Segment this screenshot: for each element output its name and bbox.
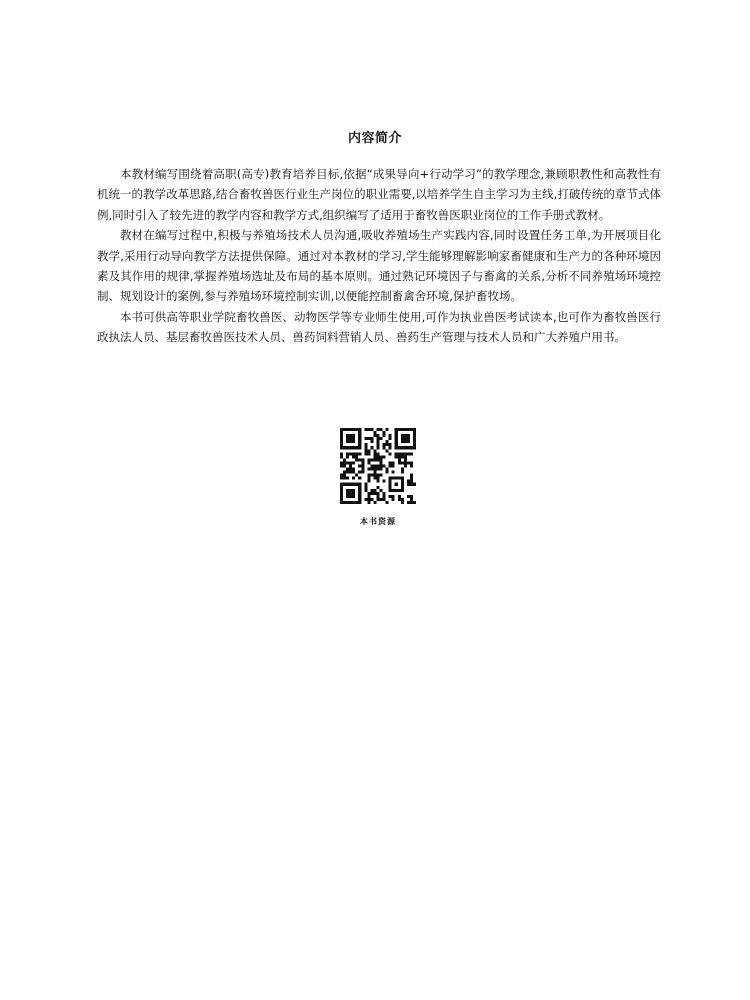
qr-module [407, 461, 410, 464]
qr-module [398, 458, 401, 461]
qr-module [340, 452, 343, 455]
qr-module [380, 461, 383, 464]
qr-module [349, 471, 352, 474]
qr-module [376, 477, 379, 480]
qr-module [376, 455, 379, 458]
qr-module [364, 486, 367, 489]
qr-module [401, 461, 404, 464]
qr-module [373, 434, 376, 437]
qr-module [373, 489, 376, 492]
qr-module [380, 464, 383, 467]
qr-module [376, 437, 379, 440]
qr-module [410, 461, 413, 464]
qr-module [343, 477, 346, 480]
qr-module [340, 464, 343, 467]
qr-module [380, 474, 383, 477]
qr-module [364, 452, 367, 455]
qr-module [373, 458, 376, 461]
qr-module [352, 477, 355, 480]
qr-module [373, 474, 376, 477]
qr-module [367, 495, 370, 498]
qr-module [386, 501, 389, 504]
qr-module [383, 431, 386, 434]
qr-module [376, 492, 379, 495]
qr-module [373, 492, 376, 495]
qr-module [392, 461, 395, 464]
qr-module [370, 468, 373, 471]
qr-module [370, 489, 373, 492]
qr-module [367, 492, 370, 495]
qr-module [361, 464, 364, 467]
qr-module [389, 461, 392, 464]
qr-module [373, 501, 376, 504]
qr-module [392, 471, 395, 474]
qr-module [410, 452, 413, 455]
qr-module [370, 428, 373, 431]
qr-module [410, 477, 413, 480]
qr-module [364, 483, 367, 486]
qr-module [346, 468, 349, 471]
qr-timing [376, 446, 379, 449]
qr-module [407, 495, 410, 498]
qr-code-graphic [340, 428, 416, 504]
synopsis-body [97, 164, 661, 348]
qr-module [373, 477, 376, 480]
qr-module [349, 468, 352, 471]
qr-module [404, 464, 407, 467]
qr-module [410, 480, 413, 483]
qr-timing [358, 452, 361, 455]
qr-module [373, 464, 376, 467]
qr-module [398, 455, 401, 458]
qr-module [343, 458, 346, 461]
qr-module [376, 468, 379, 471]
qr-timing [358, 464, 361, 467]
qr-module [376, 464, 379, 467]
qr-module [367, 458, 370, 461]
qr-module [349, 464, 352, 467]
qr-module [373, 471, 376, 474]
qr-module [361, 458, 364, 461]
qr-module [380, 455, 383, 458]
qr-code-icon[interactable] [340, 428, 416, 504]
qr-module [383, 455, 386, 458]
qr-module [376, 495, 379, 498]
qr-module [370, 440, 373, 443]
qr-module [380, 458, 383, 461]
qr-module [364, 437, 367, 440]
qr-module [410, 495, 413, 498]
qr-module [376, 428, 379, 431]
qr-module [386, 440, 389, 443]
qr-module [370, 492, 373, 495]
qr-module [367, 452, 370, 455]
qr-module [367, 498, 370, 501]
qr-module [349, 452, 352, 455]
qr-module [367, 468, 370, 471]
qr-module [376, 458, 379, 461]
qr-module [376, 474, 379, 477]
qr-module [401, 501, 404, 504]
qr-module [355, 458, 358, 461]
qr-align-core [395, 483, 398, 486]
qr-module [383, 492, 386, 495]
qr-module [386, 471, 389, 474]
qr-module [346, 471, 349, 474]
qr-module [392, 495, 395, 498]
qr-module [401, 452, 404, 455]
qr-module [380, 498, 383, 501]
qr-caption: 本书资源 [360, 517, 396, 526]
qr-module [361, 468, 364, 471]
qr-module [380, 468, 383, 471]
qr-module [349, 461, 352, 464]
paragraph-2: 教材在编写过程中,积极与养殖场技术人员沟通,吸收养殖场生产实践内容,同时设置任务工单,为开展项目化教学,采用行动导向教学方法提供保障。通过对本教材的学习,学生能够理解影响家畜健康和生产力的各种环境因素及其作用的规律,掌握养殖场选址及布局的基本原则。通过熟记环境因子与畜禽的关系,分析不同养殖场环境控制、规划设计的案例,参与养殖场环境控制实训,以便能控制畜禽舍环境,保护畜牧场。 [97, 228, 661, 304]
qr-module [352, 452, 355, 455]
qr-module [352, 468, 355, 471]
qr-module [346, 477, 349, 480]
qr-module [383, 495, 386, 498]
qr-module [367, 461, 370, 464]
qr-module [389, 434, 392, 437]
qr-module [340, 461, 343, 464]
qr-module [389, 495, 392, 498]
qr-module [410, 474, 413, 477]
qr-module [367, 477, 370, 480]
qr-timing [389, 446, 392, 449]
qr-module [398, 461, 401, 464]
qr-module [364, 489, 367, 492]
qr-module [376, 440, 379, 443]
qr-module [413, 483, 416, 486]
qr-module [383, 434, 386, 437]
qr-timing [358, 458, 361, 461]
qr-module [386, 428, 389, 431]
qr-module [343, 461, 346, 464]
qr-module [364, 449, 367, 452]
qr-module [376, 486, 379, 489]
page-title: 内容简介 [347, 131, 402, 146]
qr-module [404, 455, 407, 458]
qr-module [413, 501, 416, 504]
qr-module [343, 471, 346, 474]
qr-module [389, 443, 392, 446]
qr-module [389, 464, 392, 467]
qr-module [376, 480, 379, 483]
qr-module [370, 464, 373, 467]
qr-module [395, 455, 398, 458]
qr-module [364, 428, 367, 431]
qr-module [401, 498, 404, 501]
qr-module [343, 464, 346, 467]
qr-module [367, 449, 370, 452]
qr-module [373, 452, 376, 455]
qr-module [410, 498, 413, 501]
qr-module [398, 452, 401, 455]
qr-finder-core [346, 434, 355, 443]
qr-module [383, 498, 386, 501]
qr-timing [358, 471, 361, 474]
qr-module [380, 428, 383, 431]
qr-module [410, 464, 413, 467]
qr-timing [370, 446, 373, 449]
qr-finder-core [401, 434, 410, 443]
qr-module [410, 501, 413, 504]
qr-module [398, 498, 401, 501]
qr-module [361, 471, 364, 474]
qr-module [367, 480, 370, 483]
qr-module [346, 461, 349, 464]
qr-module [410, 483, 413, 486]
qr-module [361, 461, 364, 464]
qr-module [392, 498, 395, 501]
qr-module [346, 455, 349, 458]
qr-module [370, 498, 373, 501]
qr-module [407, 501, 410, 504]
qr-module [364, 443, 367, 446]
qr-module [407, 480, 410, 483]
qr-module [407, 452, 410, 455]
qr-module [398, 495, 401, 498]
qr-module [343, 474, 346, 477]
qr-timing [383, 446, 386, 449]
qr-module [370, 474, 373, 477]
qr-module [352, 471, 355, 474]
qr-module [383, 464, 386, 467]
qr-module [404, 461, 407, 464]
qr-module [370, 458, 373, 461]
qr-module [367, 474, 370, 477]
qr-module [355, 452, 358, 455]
qr-module [364, 498, 367, 501]
qr-module [376, 434, 379, 437]
qr-module [355, 474, 358, 477]
qr-module [367, 428, 370, 431]
qr-module [340, 477, 343, 480]
paragraph-3: 本书可供高等职业学院畜牧兽医、动物医学等专业师生使用,可作为执业兽医考试读本,也可作为畜牧兽医行政执法人员、基层畜牧兽医技术人员、兽药饲料营销人员、兽药生产管理与技术人员和广大养殖户用书。 [97, 309, 661, 345]
qr-module [383, 443, 386, 446]
qr-module [376, 452, 379, 455]
qr-module [401, 468, 404, 471]
qr-module [404, 452, 407, 455]
qr-finder-core [346, 489, 355, 498]
qr-module [367, 437, 370, 440]
qr-module [404, 458, 407, 461]
qr-module [401, 455, 404, 458]
qr-module [367, 501, 370, 504]
qr-module [373, 449, 376, 452]
qr-module [389, 452, 392, 455]
qr-module [352, 455, 355, 458]
qr-module [340, 474, 343, 477]
qr-module [407, 483, 410, 486]
qr-timing [358, 477, 361, 480]
qr-module [386, 443, 389, 446]
qr-module [346, 452, 349, 455]
qr-module [386, 468, 389, 471]
qr-module [376, 443, 379, 446]
qr-module [373, 431, 376, 434]
qr-module [380, 437, 383, 440]
qr-module [401, 471, 404, 474]
qr-module [340, 455, 343, 458]
qr-module [376, 498, 379, 501]
qr-timing [364, 446, 367, 449]
qr-module [352, 461, 355, 464]
qr-module [373, 455, 376, 458]
qr-module [386, 449, 389, 452]
qr-module [370, 437, 373, 440]
qr-module [392, 464, 395, 467]
qr-module [395, 452, 398, 455]
qr-module [355, 455, 358, 458]
qr-module [383, 480, 386, 483]
qr-module [373, 468, 376, 471]
qr-module [389, 437, 392, 440]
paragraph-1: 本教材编写围绕着高职(高专)教育培养目标,依据“成果导向+行动学习”的教学理念,兼顾职教性和高教性有机统一的教学改革思路,结合畜牧兽医行业生产岗位的职业需要,以培养学生自主学习为主线,打破传统的章节式体例,同时引入了较先进的教学内容和教学方式,组织编写了适用于畜牧兽医职业岗位的工作手册式教材。 [97, 167, 661, 222]
qr-module [380, 489, 383, 492]
